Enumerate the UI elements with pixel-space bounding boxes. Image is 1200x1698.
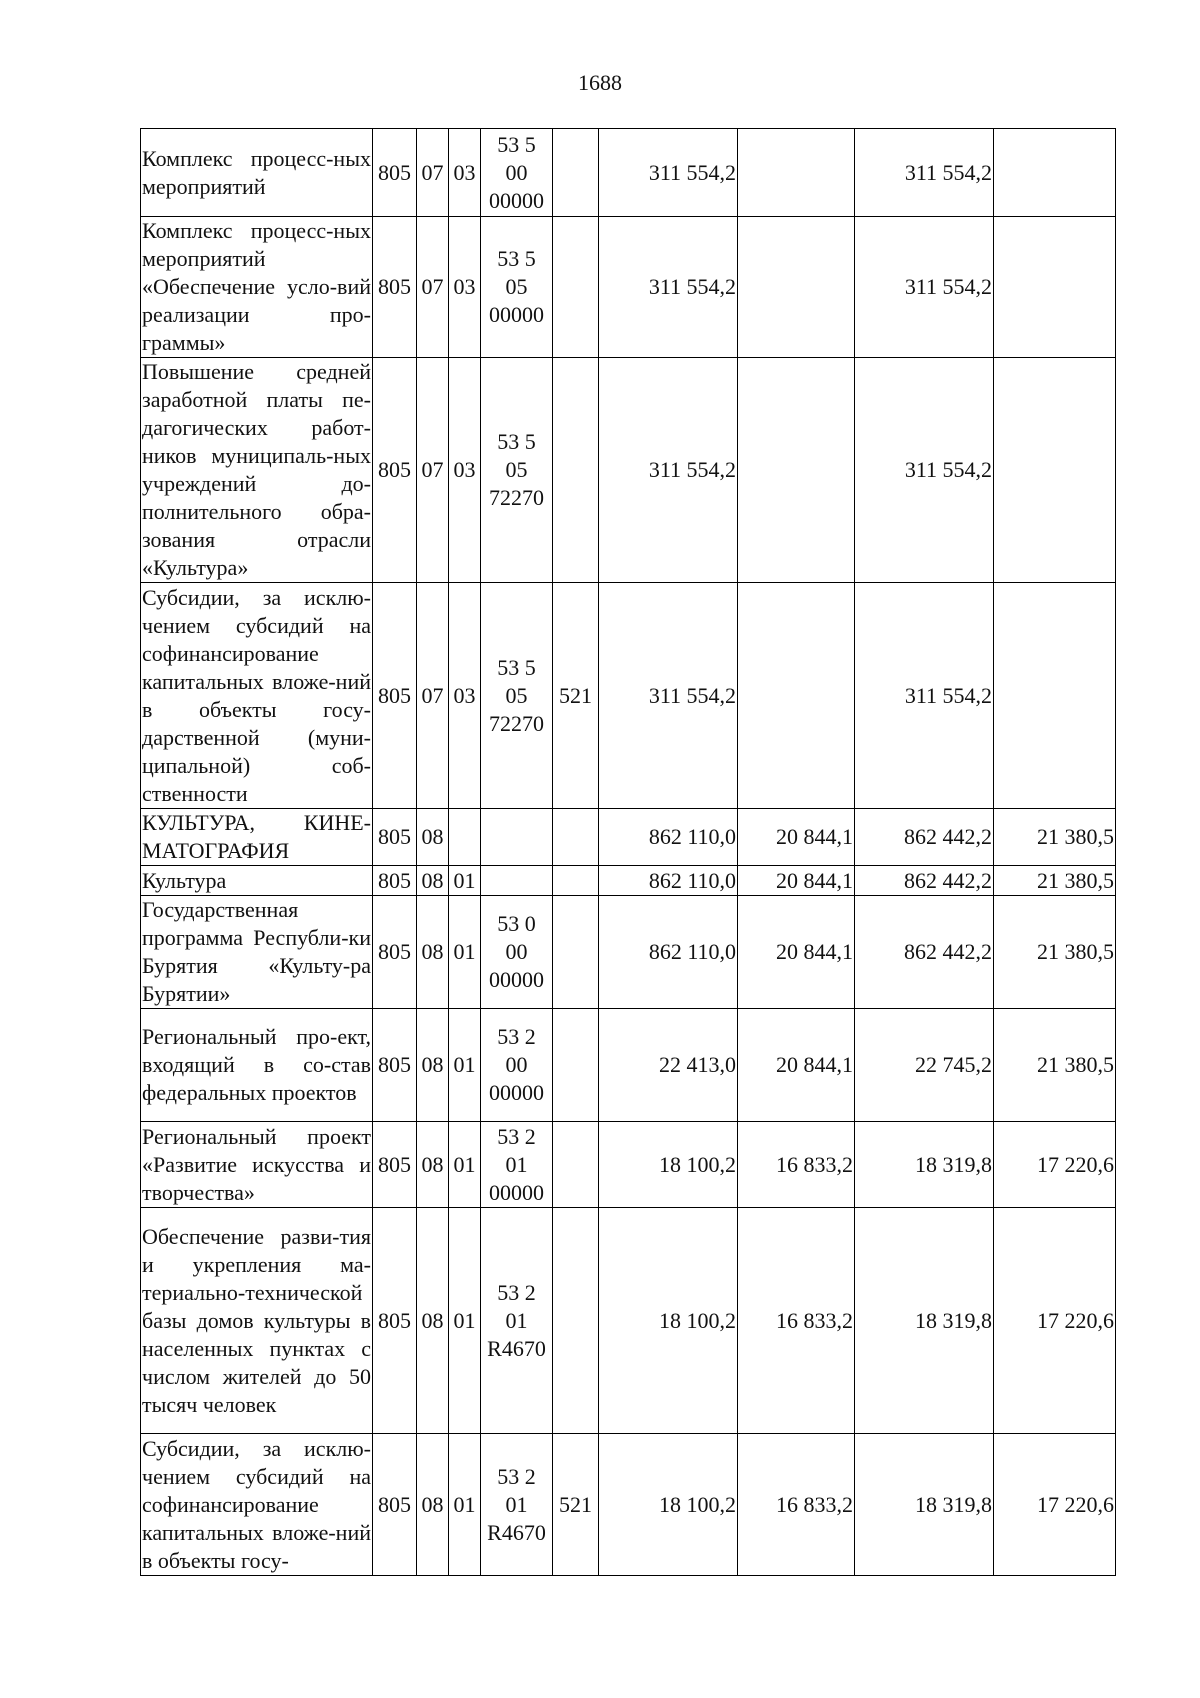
amount-3-cell: 862 442,2	[855, 809, 994, 866]
row-name: Субсидии, за исклю-чением субсидий на софинансирование капитальных вложе-ний в объекты госу-дарственной (муни-ципальной) соб-ственности	[141, 583, 373, 809]
row-name: Комплекс процесс-ных мероприятий «Обеспечение усло-вий реализации про-граммы»	[141, 217, 373, 358]
table-row	[141, 1208, 1116, 1434]
row-name: Комплекс процесс-ных мероприятий	[141, 129, 373, 217]
csr-cell: 53 2 01 R4670	[481, 1208, 553, 1434]
csr-cell	[481, 866, 553, 896]
amount-4-cell: 17 220,6	[994, 1208, 1116, 1434]
csr-cell: 53 5 05 72270	[481, 583, 553, 809]
code-3-cell	[449, 809, 481, 866]
amount-2-cell	[738, 583, 855, 809]
code-2-cell: 08	[417, 1434, 449, 1576]
table-row	[141, 217, 1116, 358]
csr-cell: 53 2 01 00000	[481, 1122, 553, 1208]
code-2-cell: 08	[417, 809, 449, 866]
amount-1-cell: 18 100,2	[599, 1434, 738, 1576]
vr-cell	[553, 866, 599, 896]
code-3-cell: 01	[449, 1434, 481, 1576]
code-2-cell: 08	[417, 1208, 449, 1434]
row-name: Субсидии, за исклю-чением субсидий на софинансирование капитальных вложе-ний в объекты госу-	[141, 1434, 373, 1576]
table-row	[141, 583, 1116, 809]
csr-cell: 53 0 00 00000	[481, 896, 553, 1009]
csr-cell: 53 5 05 00000	[481, 217, 553, 358]
code-1-cell: 805	[373, 809, 417, 866]
code-1-cell: 805	[373, 217, 417, 358]
code-3-cell: 01	[449, 1122, 481, 1208]
code-1-cell: 805	[373, 583, 417, 809]
row-name: Культура	[141, 866, 373, 896]
amount-2-cell: 16 833,2	[738, 1434, 855, 1576]
amount-1-cell: 311 554,2	[599, 358, 738, 583]
code-1-cell: 805	[373, 1122, 417, 1208]
row-name: Региональный про-ект, входящий в со-став федеральных проектов	[141, 1009, 373, 1122]
amount-4-cell: 21 380,5	[994, 866, 1116, 896]
vr-cell: 521	[553, 1434, 599, 1576]
amount-4-cell	[994, 129, 1116, 217]
code-1-cell: 805	[373, 358, 417, 583]
amount-2-cell: 20 844,1	[738, 896, 855, 1009]
amount-3-cell: 311 554,2	[855, 129, 994, 217]
amount-1-cell: 18 100,2	[599, 1122, 738, 1208]
amount-3-cell: 311 554,2	[855, 583, 994, 809]
row-name: Региональный проект «Развитие искусства и творчества»	[141, 1122, 373, 1208]
code-1-cell: 805	[373, 1208, 417, 1434]
table-row	[141, 866, 1116, 896]
vr-cell	[553, 129, 599, 217]
csr-cell: 53 5 05 72270	[481, 358, 553, 583]
vr-cell	[553, 358, 599, 583]
budget-table	[140, 128, 1116, 1576]
code-3-cell: 01	[449, 896, 481, 1009]
amount-3-cell: 862 442,2	[855, 866, 994, 896]
vr-cell: 521	[553, 583, 599, 809]
amount-2-cell: 16 833,2	[738, 1208, 855, 1434]
amount-2-cell: 20 844,1	[738, 809, 855, 866]
amount-4-cell: 17 220,6	[994, 1122, 1116, 1208]
code-1-cell: 805	[373, 1009, 417, 1122]
table-row	[141, 1122, 1116, 1208]
amount-4-cell	[994, 217, 1116, 358]
code-1-cell: 805	[373, 866, 417, 896]
table-row	[141, 896, 1116, 1009]
amount-2-cell	[738, 129, 855, 217]
amount-2-cell: 20 844,1	[738, 866, 855, 896]
vr-cell	[553, 1122, 599, 1208]
code-3-cell: 01	[449, 866, 481, 896]
code-3-cell: 03	[449, 217, 481, 358]
table-row	[141, 129, 1116, 217]
amount-3-cell: 18 319,8	[855, 1208, 994, 1434]
amount-3-cell: 22 745,2	[855, 1009, 994, 1122]
code-3-cell: 03	[449, 358, 481, 583]
code-2-cell: 07	[417, 129, 449, 217]
amount-2-cell: 16 833,2	[738, 1122, 855, 1208]
amount-1-cell: 311 554,2	[599, 583, 738, 809]
row-name: Обеспечение разви-тия и укрепления ма-териально-технической базы домов культуры в населенных пунктах с числом жителей до 50 тысяч человек	[141, 1208, 373, 1434]
vr-cell	[553, 896, 599, 1009]
amount-4-cell	[994, 358, 1116, 583]
row-name: Государственная программа Республи-ки Бурятия «Культу-ра Бурятии»	[141, 896, 373, 1009]
code-2-cell: 07	[417, 217, 449, 358]
code-2-cell: 07	[417, 583, 449, 809]
vr-cell	[553, 809, 599, 866]
code-1-cell: 805	[373, 129, 417, 217]
code-2-cell: 07	[417, 358, 449, 583]
table-row	[141, 809, 1116, 866]
amount-1-cell: 862 110,0	[599, 896, 738, 1009]
amount-2-cell: 20 844,1	[738, 1009, 855, 1122]
csr-cell: 53 2 00 00000	[481, 1009, 553, 1122]
amount-1-cell: 311 554,2	[599, 129, 738, 217]
row-name: Повышение средней заработной платы пе-дагогических работ-ников муниципаль-ных учреждений до-полнительного обра-зования отрасли «Культура»	[141, 358, 373, 583]
amount-1-cell: 862 110,0	[599, 809, 738, 866]
code-1-cell: 805	[373, 1434, 417, 1576]
vr-cell	[553, 217, 599, 358]
page-number: 1688	[578, 70, 622, 95]
code-1-cell: 805	[373, 896, 417, 1009]
amount-1-cell: 22 413,0	[599, 1009, 738, 1122]
amount-3-cell: 18 319,8	[855, 1122, 994, 1208]
code-2-cell: 08	[417, 1009, 449, 1122]
amount-2-cell	[738, 217, 855, 358]
amount-3-cell: 311 554,2	[855, 358, 994, 583]
table-row	[141, 1009, 1116, 1122]
vr-cell	[553, 1009, 599, 1122]
amount-1-cell: 862 110,0	[599, 866, 738, 896]
amount-4-cell: 21 380,5	[994, 896, 1116, 1009]
row-name: КУЛЬТУРА, КИНЕ-МАТОГРАФИЯ	[141, 809, 373, 866]
amount-3-cell: 862 442,2	[855, 896, 994, 1009]
csr-cell	[481, 809, 553, 866]
amount-4-cell	[994, 583, 1116, 809]
code-2-cell: 08	[417, 896, 449, 1009]
code-2-cell: 08	[417, 866, 449, 896]
table-row	[141, 358, 1116, 583]
vr-cell	[553, 1208, 599, 1434]
code-2-cell: 08	[417, 1122, 449, 1208]
code-3-cell: 03	[449, 129, 481, 217]
amount-3-cell: 18 319,8	[855, 1434, 994, 1576]
amount-2-cell	[738, 358, 855, 583]
code-3-cell: 03	[449, 583, 481, 809]
csr-cell: 53 5 00 00000	[481, 129, 553, 217]
amount-1-cell: 311 554,2	[599, 217, 738, 358]
amount-3-cell: 311 554,2	[855, 217, 994, 358]
amount-1-cell: 18 100,2	[599, 1208, 738, 1434]
code-3-cell: 01	[449, 1208, 481, 1434]
amount-4-cell: 21 380,5	[994, 809, 1116, 866]
csr-cell: 53 2 01 R4670	[481, 1434, 553, 1576]
code-3-cell: 01	[449, 1009, 481, 1122]
table-row	[141, 1434, 1116, 1576]
amount-4-cell: 17 220,6	[994, 1434, 1116, 1576]
amount-4-cell: 21 380,5	[994, 1009, 1116, 1122]
